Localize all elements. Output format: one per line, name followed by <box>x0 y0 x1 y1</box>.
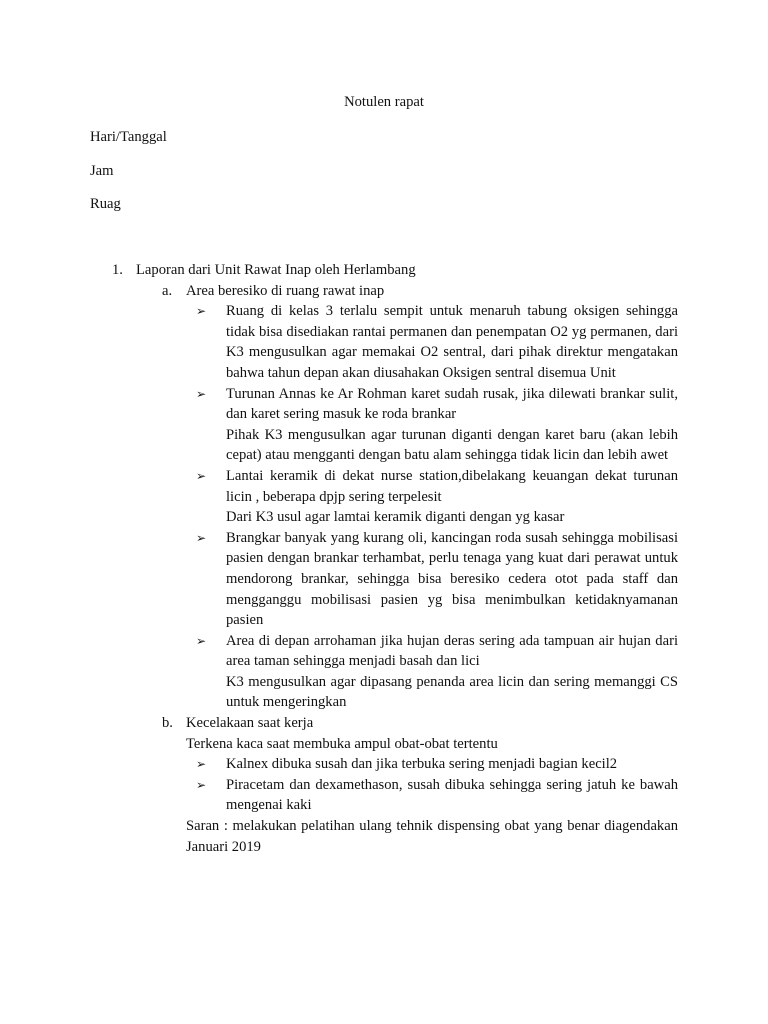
arrow-bullet-icon: ➢ <box>196 304 207 319</box>
arrow-bullet-icon: ➢ <box>196 530 207 545</box>
section-number: 1. <box>112 262 123 278</box>
arrow-bullet-icon: ➢ <box>196 757 207 772</box>
list-item <box>90 631 678 672</box>
bullet-text: Kalnex dibuka susah dan jika terbuka sering menjadi bagian kecil2 <box>226 756 618 773</box>
subsection-intro: Terkena kaca saat membuka ampul obat-obat tertentu <box>186 735 498 752</box>
list-item <box>90 301 678 383</box>
saran-text: Saran : melakukan pelatihan ulang tehnik dispensing obat yang benar diagendakan Januari 2019 <box>186 818 678 855</box>
bullet-text: Brangkar banyak yang kurang oli, kancingan roda susah sehingga mobilisasi pasien dengan brankar terhambat, perlu tenaga yang kuat dari perawat untuk mendorong brankar, sehingga bisa beresiko cedera otot pada staff dan mengganggu mobilisasi pasien yg bisa menimbulkan ketidaknyamanan pasien <box>226 529 678 629</box>
section-item <box>90 260 678 281</box>
bullet-text: Ruang di kelas 3 terlalu sempit untuk menaruh tabung oksigen sehingga tidak bisa disediakan rantai permanen dan penempatan O2 yg permanen, dari K3 mengusulkan agar memakai O2 sentral, dari pihak direktur mengatakan bahwa tahun depan akan diusahakan Oksigen sentral disemua Unit <box>226 303 678 381</box>
arrow-bullet-icon: ➢ <box>196 777 207 792</box>
list-item <box>90 754 678 775</box>
arrow-bullet-icon: ➢ <box>196 468 207 483</box>
section-list <box>90 260 678 857</box>
list-item <box>90 528 678 631</box>
document-title: Notulen rapat <box>344 94 424 110</box>
bullet-followup: K3 mengusulkan agar dipasang penanda area licin dan sering memanggi CS untuk mengeringkan <box>226 673 678 711</box>
subsection-letter: b. <box>162 715 173 732</box>
bullet-text: Piracetam dan dexamethason, susah dibuka sehingga sering jatuh ke bawah mengenai kaki <box>226 776 678 814</box>
bullet-text: Turunan Annas ke Ar Rohman karet sudah rusak, jika dilewati brankar sulit, dan karet sering masuk ke roda brankar <box>226 385 678 423</box>
list-item <box>90 775 678 816</box>
subsection-heading: Area beresiko di ruang rawat inap <box>186 282 385 299</box>
bullet-text: Area di depan arrohaman jika hujan deras sering ada tampuan air hujan dari area taman sehingga menjadi basah dan lici <box>226 632 678 670</box>
arrow-bullet-icon: ➢ <box>196 386 207 401</box>
subsection-heading: Kecelakaan saat kerja <box>186 715 314 732</box>
subsection-a <box>90 281 678 302</box>
subsection-letter: a. <box>162 282 173 299</box>
meta-jam: Jam <box>90 163 114 179</box>
bullet-text: Lantai keramik di dekat nurse station,dibelakang keuangan dekat turunan licin , beberapa dpjp sering terpelesit <box>226 467 678 505</box>
bullet-followup: Dari K3 usul agar lamtai keramik diganti dengan yg kasar <box>226 509 565 526</box>
list-item <box>90 384 678 425</box>
bullet-followup: Pihak K3 mengusulkan agar turunan diganti dengan karet baru (akan lebih cepat) atau mengganti dengan batu alam sehingga tidak licin dan lebih awet <box>226 426 678 464</box>
arrow-bullet-icon: ➢ <box>196 633 207 648</box>
subsection-b <box>90 713 678 734</box>
list-item <box>90 466 678 507</box>
meta-hari-tanggal: Hari/Tanggal <box>90 129 167 145</box>
section-heading: Laporan dari Unit Rawat Inap oleh Herlambang <box>136 262 416 278</box>
meta-ruang: Ruag <box>90 196 121 212</box>
